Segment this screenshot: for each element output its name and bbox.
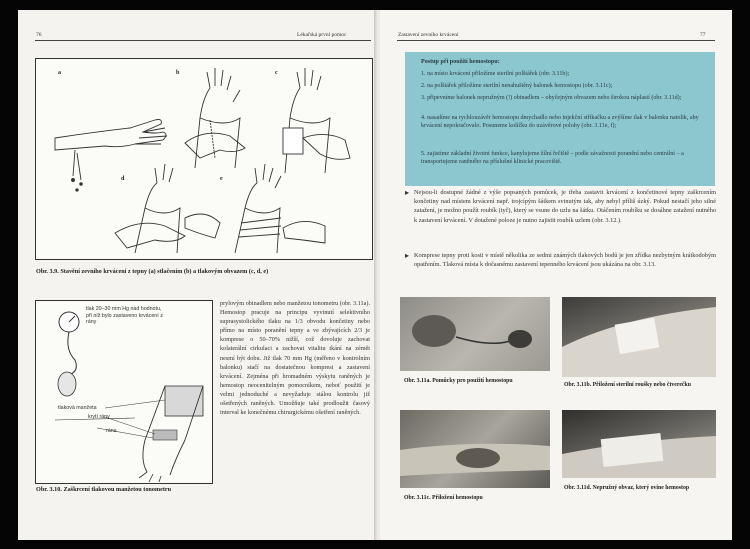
photo-caption-3-11d: Obr. 3.11d. Nepružný obvaz, který ovine hemostop: [564, 485, 690, 491]
figure-a-hand: [55, 120, 167, 192]
procedure-title: Postup při použití hemostopu:: [421, 59, 500, 65]
procedure-step-3: 3. připevníme balonek nepružným (!) obinadlem – obyčejným obvazem nebo širokou náplastí (obr. 3.11d);: [421, 95, 682, 101]
right-running-head: Zastavení zevního krvácení: [398, 32, 459, 38]
figure-letter-a: a: [58, 70, 61, 76]
photo-3-11d: [562, 410, 716, 478]
figure-letter-c: c: [275, 70, 278, 76]
sterile-pad-icon: [562, 297, 716, 377]
photo-3-11a: [400, 297, 550, 371]
photo-caption-3-11a: Obr. 3.11a. Pomůcky pro použití hemostopu: [404, 378, 513, 384]
procedure-step-5: 5. zajistíme základní životní funkce, kanylujeme žílní řečiště – podle závažnosti poranění nebo centrální – a transportujeme raněného na příslušné klinické pracoviště.: [421, 151, 684, 166]
right-page-number: 77: [700, 32, 706, 38]
bullet-paragraph-1: Nejsou-li dostupné žádné z výše popsaných pomůcek, je třeba zastavit krvácení z končetinové tepny zaškrcením končetiny nad místem krvácení např. trojcípým šátkem svinutým tak, aby nebyl příliš úzký. Pokud nestačí jeho silné zatažení, je možno použít roubík (tyč), který se vsune do uzlu na šátku. Otáčením roubíku se dosáhne zatažení nutného k zastavení krvácení. V dotažené poloze je nutno zajistit roubík uzlem (obr. 3.12.).: [414, 189, 716, 224]
figure-3-10-caption: Obr. 3.10. Zaškrcení tlakovou manžetou tonometru: [36, 486, 172, 493]
left-page-number: 76: [36, 32, 42, 38]
left-running-head: Lékařská první pomoc: [297, 32, 347, 38]
figure-c-pad: [283, 68, 350, 173]
right-header-rule: [397, 40, 715, 41]
bullet-paragraph-2: Komprese tepny proti kosti v místě několika ze sedmi známých tlakových bodů je jen zřídka nezbytným krátkodobým opatřením. Tlaková místa k dočasnému zastavení tepenného krvácení jsou ukázána na obr. 3.13.: [414, 252, 716, 269]
procedure-step-1: 1. na místo krvácení přiložíme sterilní polštářek (obr. 3.11b);: [421, 71, 570, 77]
figure-letter-d: d: [121, 176, 125, 182]
left-header-rule: [35, 40, 371, 41]
wound-label: rána: [106, 428, 117, 434]
left-body-text: prylovým obinadlem nebo manžetou tonometru (obr. 3.11a). Hemostop pracuje na principu vyvinutí selektivního suprasystolického tlaku na 1/3 obvodu končetiny nebo přímo na místo poranění tepny a ve zbývajících 2/3 je komprese o 50–70% nižší, což dovoluje zachovat kolaterální cirkulaci a zachovat vitalitu tkání na zémět nesmí být dobu. Již tlak 70 mm Hg (měřeno v kontrolním balonku) stačí na dostatečnou kompresi a zastavení krvácení. Zejména při hromadném výskytu raněných je hemostop neocenitelným pomocníkem, neboť použití je velmi jednoduché a nevyžaduje stálou kontrolu již ošetřených raněných. Umožňuje také prodloužit časový interval ke konečnému chirurgickému ošetření raněných.: [220, 300, 370, 417]
figure-b-hands: [185, 68, 245, 168]
figure-3-9-caption: Obr. 3.9. Stavění zevního krvácení z tepny (a) stlačením (b) a tlakovým obvazem (c, d, e): [36, 268, 269, 275]
procedure-step-2: 2. na polštářek přiložíme sterilní nenahuštěný balonek hemostopu (obr. 3.11c);: [421, 83, 613, 89]
inelastic-bandage-icon: [562, 410, 716, 478]
figure-letter-e: e: [220, 176, 223, 182]
photo-3-11c: [400, 410, 550, 488]
photo-caption-3-11c: Obr. 3.11c. Přiložení hemostopu: [404, 495, 483, 501]
figure-d-wrapping: [115, 164, 220, 253]
photo-caption-3-11b: Obr. 3.11b. Přiložení sterilní roušky nebo čtverečku: [564, 382, 691, 388]
cover-label: krytí rány: [88, 414, 110, 420]
bullet-marker-2: ▸: [405, 251, 410, 260]
cuff-label: tlaková manžeta: [58, 405, 97, 411]
photo-3-11b: [562, 297, 716, 377]
figure-letter-b: b: [176, 70, 180, 76]
pressure-label: tlak 20–30 mm Hg nad hodnotu, při níž bylo zastaveno krvácení z rány: [86, 306, 163, 325]
hemostop-kit-icon: [400, 297, 550, 371]
figure-3-9-illustrations: [35, 58, 371, 258]
bullet-marker-1: ▸: [405, 188, 410, 197]
procedure-step-4: 4. nasadíme na rychlouzávěr hemostopu dmychadlo nebo injekční stříkačku a zvýšíme tlak v balonku natolik, aby krvácení nepokračovalo. Posuneme kolíčku do uzávěrové polohy (obr. 3.11e, f);: [421, 115, 699, 130]
applying-hemostop-icon: [400, 410, 550, 488]
figure-e-bandaged: [235, 164, 325, 253]
figure-3-10-illustration: [35, 300, 211, 482]
